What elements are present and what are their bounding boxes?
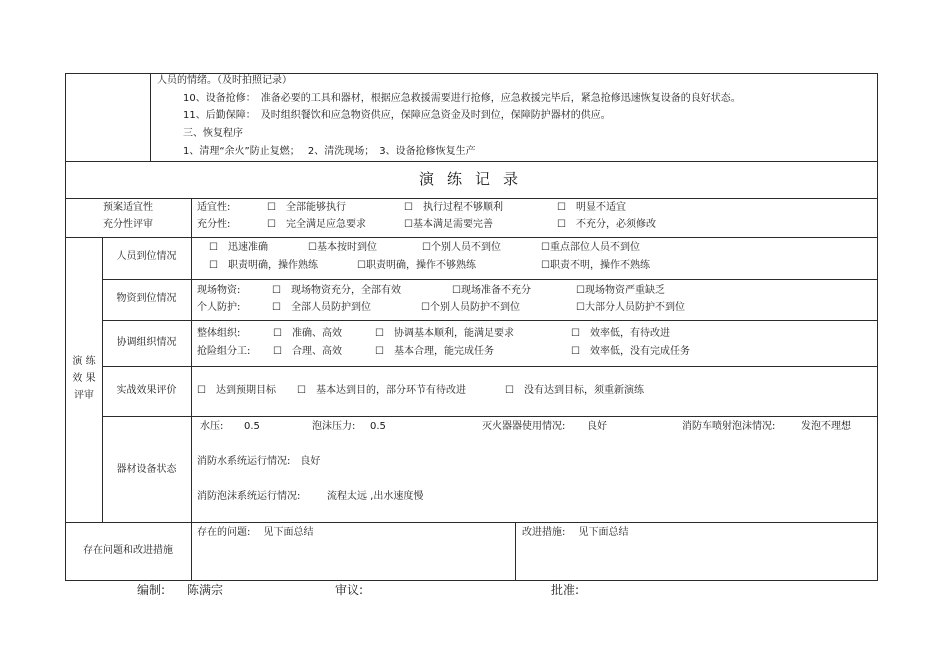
personnel-opt-skilled[interactable]: ☐ 职责明确，操作熟练 xyxy=(209,260,318,271)
division-opt-not-completed[interactable]: ☐ 效率低，没有完成任务 xyxy=(571,346,690,357)
water-pressure-label: 水压: xyxy=(200,421,224,432)
foam-system-value: 流程太远 ,出水速度慢 xyxy=(327,491,424,502)
combat-opt-failed[interactable]: ☐ 没有达到目标，须重新演练 xyxy=(505,385,644,396)
equipment-label: 器材设备状态 xyxy=(116,464,177,475)
section-title: 演练记录 xyxy=(418,170,531,188)
top-line-4: 三、恢复程序 xyxy=(183,128,243,139)
adequacy-opt-insufficient[interactable]: ☐ 不充分，必须修改 xyxy=(557,219,656,230)
adequacy-opt-needs-improvement[interactable]: ☐基本满足需要完善 xyxy=(404,219,493,230)
personnel-opt-on-time[interactable]: ☐基本按时到位 xyxy=(308,242,377,253)
materials-opt-sufficient[interactable]: ☐ 现场物资充分，全部有效 xyxy=(272,285,401,296)
materials-opt-severe-lack[interactable]: ☐现场物资严重缺乏 xyxy=(576,285,665,296)
suitability-opt-not-smooth[interactable]: ☐ 执行过程不够顺利 xyxy=(404,202,503,213)
suitability-opt-all-executable[interactable]: ☐ 全部能够执行 xyxy=(267,202,346,213)
division-opt-reasonable[interactable]: ☐ 合理、高效 xyxy=(273,346,342,357)
coordination-opt-efficient[interactable]: ☐ 准确、高效 xyxy=(273,328,342,339)
fire-truck-label: 消防车喷射泡沫情况: xyxy=(682,421,776,432)
eval-group-label-2: 效 果 xyxy=(72,373,96,384)
foam-pressure-value: 0.5 xyxy=(370,421,386,432)
eval-group-label-1: 演 练 xyxy=(72,356,96,367)
eval-group-label-3: 评审 xyxy=(74,390,94,401)
division-row-label: 抢险组分工: xyxy=(197,346,251,357)
fire-truck-value: 发泡不理想 xyxy=(801,421,851,432)
foam-system-label: 消防泡沫系统运行情况: xyxy=(197,491,301,502)
combat-opt-achieved[interactable]: ☐ 达到预期目标 xyxy=(197,385,276,396)
water-pressure-value: 0.5 xyxy=(244,421,260,432)
coordination-opt-smooth[interactable]: ☐ 协调基本顺利，能满足要求 xyxy=(375,328,514,339)
personnel-opt-quick[interactable]: ☐ 迅速准确 xyxy=(209,242,268,253)
editor-value: 陈满宗 xyxy=(187,583,224,597)
protection-row-label: 个人防护: xyxy=(197,302,241,313)
top-line-3: 11、后勤保障： 及时组织餐饮和应急物资供应，保障应急资金及时到位，保障防护器材的供应。 xyxy=(183,110,611,121)
protection-opt-most-missing[interactable]: ☐大部分人员防护不到位 xyxy=(576,302,685,313)
top-line-2: 10、设备抢修： 准备必要的工具和器材，根据应急救援需要进行抢修，应急救援完毕后，紧急抢修迅速恢复设备的良好状态。 xyxy=(183,93,741,104)
extinguisher-label: 灭火器器使用情况: xyxy=(482,421,566,432)
water-system-status: 消防水系统运行情况: 良好 xyxy=(197,456,321,467)
suitability-label-1: 预案适宜性 xyxy=(103,202,153,213)
adequacy-row-label: 充分性: xyxy=(197,219,231,230)
coordination-opt-low-efficiency[interactable]: ☐ 效率低，有待改进 xyxy=(571,328,670,339)
personnel-opt-not-skilled[interactable]: ☐职责明确，操作不够熟练 xyxy=(357,260,476,271)
division-opt-basic[interactable]: ☐ 基本合理，能完成任务 xyxy=(375,346,494,357)
materials-opt-insufficient[interactable]: ☐现场准备不充分 xyxy=(452,285,531,296)
coordination-label: 协调组织情况 xyxy=(116,337,177,348)
problems-text: 存在的问题: 见下面总结 xyxy=(197,527,314,538)
adequacy-opt-fully-meets[interactable]: ☐ 完全满足应急要求 xyxy=(267,219,366,230)
approve-label: 批准: xyxy=(551,583,580,597)
personnel-label: 人员到位情况 xyxy=(116,251,177,262)
coordination-row1-label: 整体组织: xyxy=(197,328,241,339)
foam-pressure-label: 泡沫压力: xyxy=(312,421,356,432)
editor-label: 编制: xyxy=(137,583,166,597)
top-line-5: 1、清理“余火”防止复燃； 2、清洗现场； 3、设备抢修恢复生产 xyxy=(183,146,476,157)
suitability-row1-label: 适宜性: xyxy=(197,202,231,213)
protection-opt-all[interactable]: ☐ 全部人员防护到位 xyxy=(272,302,371,313)
combat-label: 实战效果评价 xyxy=(116,385,177,396)
personnel-opt-some-absent[interactable]: ☐个别人员不到位 xyxy=(422,242,501,253)
combat-opt-partial[interactable]: ☐ 基本达到目的，部分环节有待改进 xyxy=(297,385,466,396)
personnel-opt-unclear[interactable]: ☐职责不明，操作不熟练 xyxy=(541,260,650,271)
materials-label: 物资到位情况 xyxy=(116,293,177,304)
extinguisher-value: 良好 xyxy=(587,421,607,432)
suitability-opt-unsuitable[interactable]: ☐ 明显不适宜 xyxy=(557,202,626,213)
measures-text: 改进措施: 见下面总结 xyxy=(522,527,629,538)
personnel-opt-key-absent[interactable]: ☐重点部位人员不到位 xyxy=(541,242,640,253)
suitability-label-2: 充分性评审 xyxy=(103,219,153,230)
issues-label: 存在问题和改进措施 xyxy=(83,545,173,556)
materials-row1-label: 现场物资: xyxy=(197,285,241,296)
review-label: 审议: xyxy=(335,583,364,597)
top-line-1: 人员的情绪。（及时拍照记录） xyxy=(157,75,292,86)
protection-opt-some-missing[interactable]: ☐个别人员防护不到位 xyxy=(421,302,520,313)
